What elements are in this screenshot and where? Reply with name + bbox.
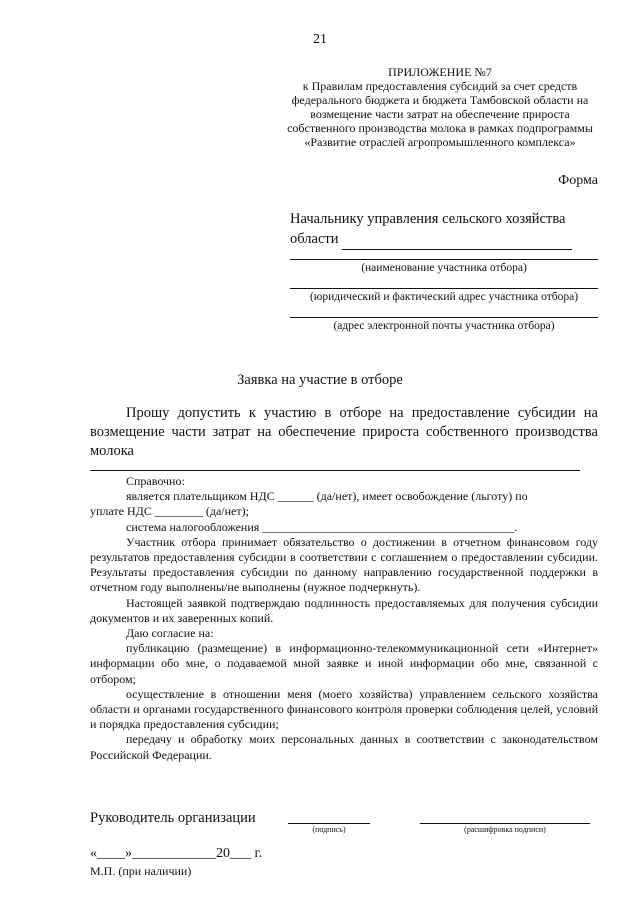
participant-email-caption: (адрес электронной почты участника отбора) xyxy=(333,320,555,332)
participant-email-line xyxy=(290,317,598,318)
participant-name-caption: (наименование участника отбора) xyxy=(361,262,527,274)
paragraph-consent-inspection: осуществление в отношении меня (моего хозяйства) управлением сельского хозяйства области и органами государственного финансового контроля проверки соблюдения целей, условий и порядка предоставления субсидии; xyxy=(90,686,598,732)
paragraph-consent-publication: публикацию (размещение) в информационно-телекоммуникационной сети «Интернет» информации обо мне, о подаваемой мной заявке и иной информации обо мне, связанной с отбором; xyxy=(90,641,598,686)
appendix-text: к Правилам предоставления субсидий за счет средств федерального бюджета и бюджета Тамбовской области на возмещение части затрат на обеспечение прироста собственного производства молока в рамках подпрограммы «Развитие отраслей агропромышленного комплекса» xyxy=(287,79,593,149)
appendix-block xyxy=(280,65,600,149)
request-text: Прошу допустить к участию в отборе на предоставление субсидии на возмещение части затрат на обеспечение прироста собственного производства молока xyxy=(90,405,598,459)
tax-system-line: система налогообложения __________________________________________. xyxy=(126,519,518,534)
decoding-caption: (расшифровка подписи) xyxy=(420,823,590,834)
date-line: «____»____________20___ г. xyxy=(90,846,263,861)
document-heading: Заявка на участие в отборе xyxy=(237,372,403,388)
signature-caption: (подпись) xyxy=(288,823,370,834)
addressee-block xyxy=(290,209,598,250)
participant-address-caption: (юридический и фактический адрес участника отбора) xyxy=(309,291,579,303)
participant-name-line xyxy=(290,259,598,260)
paragraph-consent-intro: Даю согласие на: xyxy=(126,626,214,641)
region-fill-line xyxy=(342,229,572,250)
addressee-line2 xyxy=(290,229,598,250)
addressee-region-label: области xyxy=(290,231,339,247)
vat-line-1: является плательщиком НДС ______ (да/нет), имеет освобождение (льготу) по xyxy=(126,489,528,504)
signature-label: Руководитель организации xyxy=(90,810,256,826)
request-fill-line xyxy=(90,470,580,471)
appendix-title: ПРИЛОЖЕНИЕ №7 xyxy=(388,65,492,79)
stamp-placeholder: М.П. (при наличии) xyxy=(90,864,192,878)
paragraph-authenticity: Настоящей заявкой подтверждаю подлинность предоставляемых для получения субсидии документов и их заверенных копий. xyxy=(90,595,598,625)
vat-line-2: уплате НДС ________ (да/нет); xyxy=(90,504,249,519)
document-body xyxy=(90,474,598,763)
paragraph-consent-personal-data: передачу и обработку моих персональных данных в соответствии с законодательством Российской Федерации. xyxy=(90,732,598,762)
addressee-line1: Начальнику управления сельского хозяйства xyxy=(290,211,566,227)
paragraph-obligation: Участник отбора принимает обязательство о достижении в отчетном финансовом году результатов предоставления субсидии в соответствии с соглашением о предоставлении субсидии. Результаты предоставления субсидии по данному направлению государственной поддержки в отчетном году выполнены/не выполнены (нужное подчеркнуть). xyxy=(90,534,598,595)
page-number: 21 xyxy=(313,32,327,47)
participant-address-line xyxy=(290,288,598,289)
reference-title: Справочно: xyxy=(126,474,185,488)
form-label: Форма xyxy=(558,173,598,188)
